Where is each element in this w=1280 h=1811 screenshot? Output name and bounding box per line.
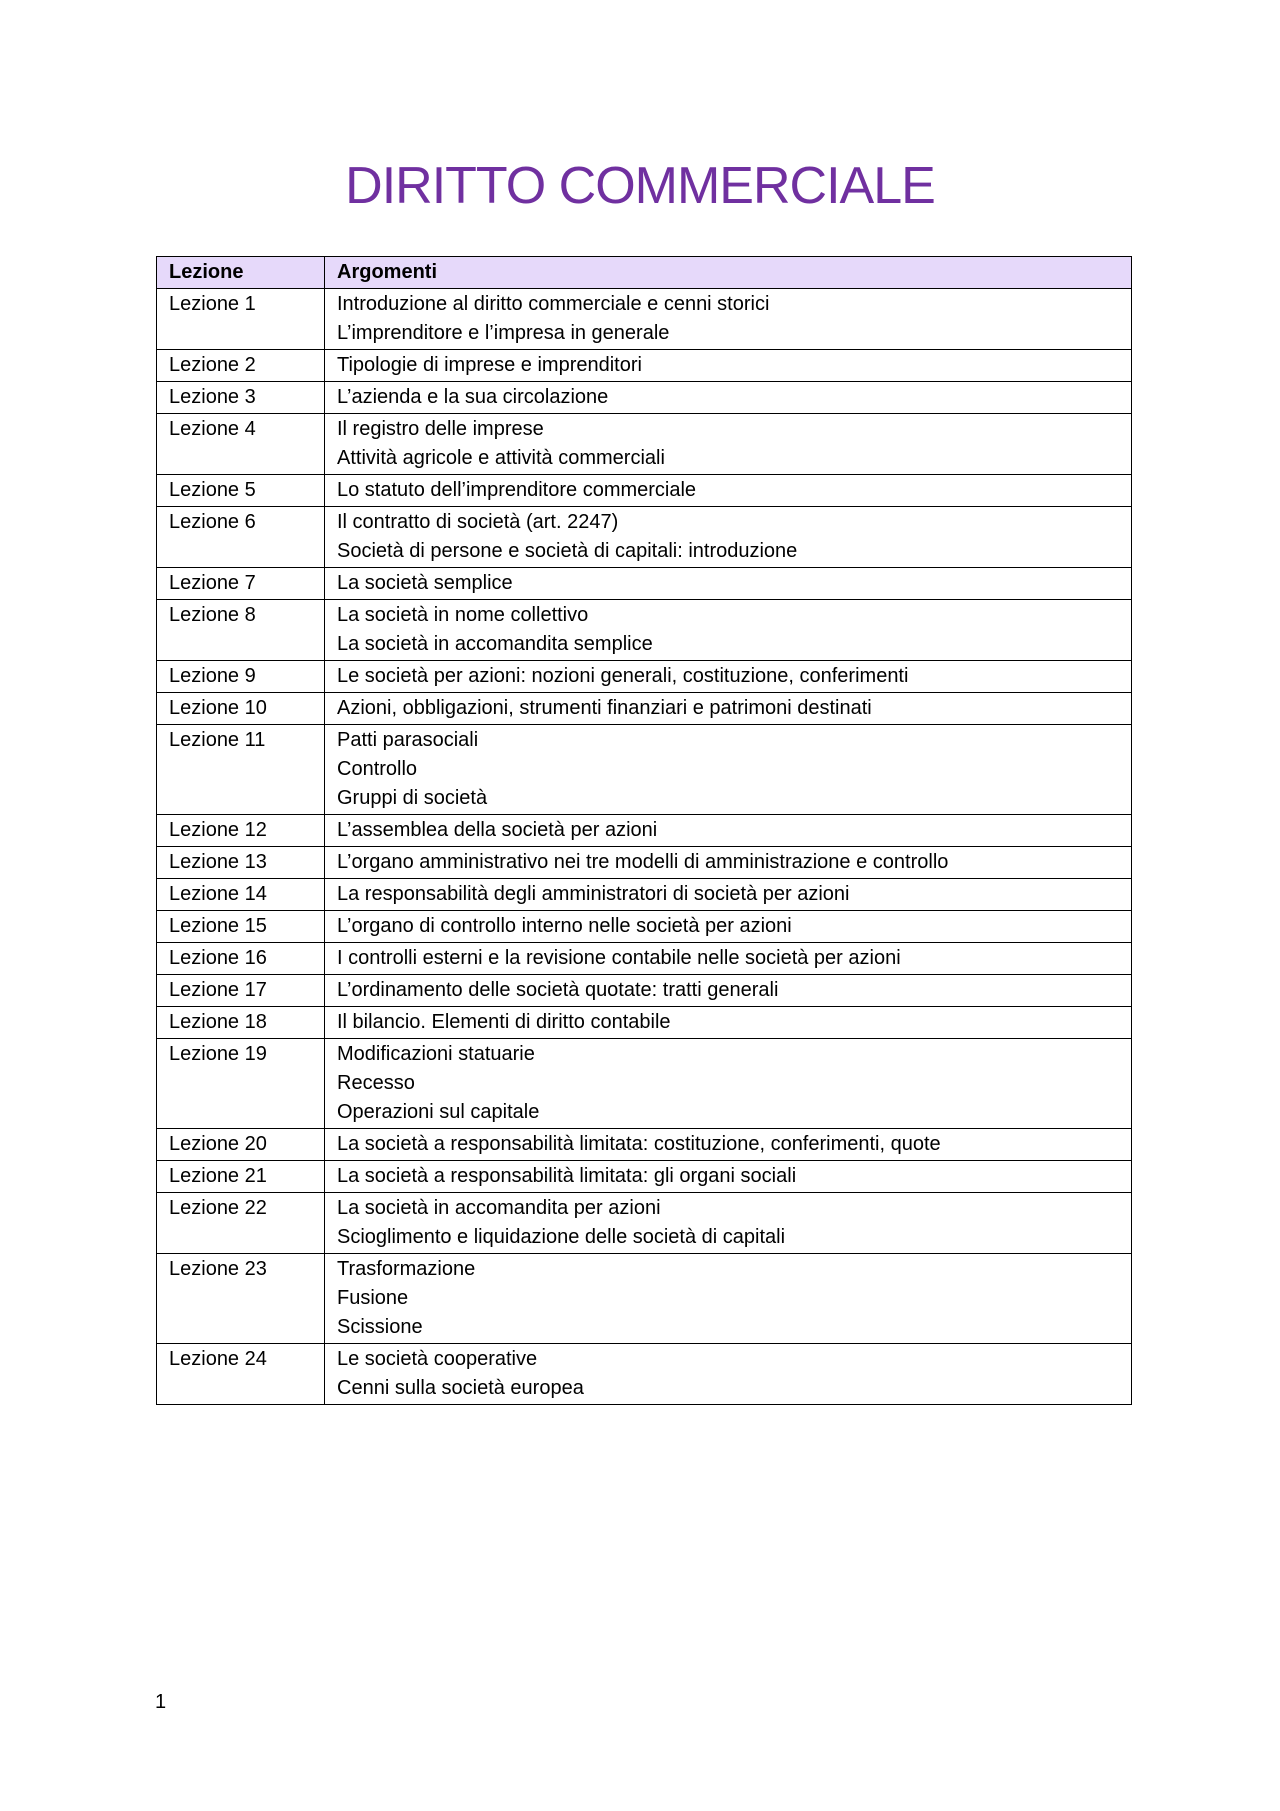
topic-line: L’organo di controllo interno nelle società per azioni xyxy=(337,915,792,937)
topic-line: Scioglimento e liquidazione delle società di capitali xyxy=(337,1226,786,1248)
topic-line: L’organo amministrativo nei tre modelli di amministrazione e controllo xyxy=(337,851,949,873)
topic-line: Patti parasociali xyxy=(337,729,479,751)
topics-cell xyxy=(325,414,1132,475)
topic-line: La società in accomandita semplice xyxy=(337,633,653,655)
topics-cell xyxy=(325,1193,1132,1254)
page-number: 1 xyxy=(155,1691,167,1713)
topic-line: Gruppi di società xyxy=(337,787,488,809)
topic-line: L’imprenditore e l’impresa in generale xyxy=(337,322,670,344)
table-row xyxy=(157,725,1132,815)
lesson-cell: Lezione 12 xyxy=(157,815,325,847)
lesson-cell: Lezione 23 xyxy=(157,1254,325,1344)
topic-line: Lo statuto dell’imprenditore commerciale xyxy=(337,479,697,501)
topics-cell xyxy=(325,1007,1132,1039)
topic-line: La società a responsabilità limitata: costituzione, conferimenti, quote xyxy=(337,1133,941,1155)
table-row xyxy=(157,507,1132,568)
table-row xyxy=(157,693,1132,725)
table-row xyxy=(157,600,1132,661)
table-row xyxy=(157,475,1132,507)
topic-line: Le società per azioni: nozioni generali, costituzione, conferimenti xyxy=(337,665,909,687)
topic-line: Recesso xyxy=(337,1072,415,1094)
topics-cell xyxy=(325,1039,1132,1129)
topics-cell xyxy=(325,943,1132,975)
table-row xyxy=(157,661,1132,693)
lesson-cell: Lezione 7 xyxy=(157,568,325,600)
topics-cell xyxy=(325,475,1132,507)
topics-cell xyxy=(325,507,1132,568)
lesson-cell: Lezione 16 xyxy=(157,943,325,975)
lesson-cell: Lezione 10 xyxy=(157,693,325,725)
table-row xyxy=(157,289,1132,350)
table-row xyxy=(157,382,1132,414)
lesson-cell: Lezione 4 xyxy=(157,414,325,475)
lesson-cell: Lezione 6 xyxy=(157,507,325,568)
topic-line: L’ordinamento delle società quotate: tratti generali xyxy=(337,979,779,1001)
topics-cell xyxy=(325,725,1132,815)
topic-line: La società in accomandita per azioni xyxy=(337,1197,661,1219)
column-header-lezione: Lezione xyxy=(157,257,325,289)
topics-cell xyxy=(325,815,1132,847)
lessons-table xyxy=(156,256,1132,1405)
topics-cell xyxy=(325,289,1132,350)
topic-line: La società a responsabilità limitata: gli organi sociali xyxy=(337,1165,797,1187)
topics-cell xyxy=(325,568,1132,600)
topic-line: Cenni sulla società europea xyxy=(337,1377,584,1399)
table-row xyxy=(157,350,1132,382)
page-title: DIRITTO COMMERCIALE xyxy=(345,157,935,215)
table-row xyxy=(157,1129,1132,1161)
table-body xyxy=(157,289,1132,1405)
topic-line: Fusione xyxy=(337,1287,409,1309)
table-row xyxy=(157,975,1132,1007)
lesson-cell: Lezione 20 xyxy=(157,1129,325,1161)
topics-cell xyxy=(325,382,1132,414)
table-row xyxy=(157,1161,1132,1193)
table-row xyxy=(157,1344,1132,1405)
column-header-argomenti: Argomenti xyxy=(325,257,1132,289)
topic-line: I controlli esterni e la revisione contabile nelle società per azioni xyxy=(337,947,901,969)
lesson-cell: Lezione 13 xyxy=(157,847,325,879)
lesson-cell: Lezione 11 xyxy=(157,725,325,815)
lesson-cell: Lezione 3 xyxy=(157,382,325,414)
topics-cell xyxy=(325,911,1132,943)
topic-line: La società semplice xyxy=(337,572,513,594)
table-row xyxy=(157,847,1132,879)
table-row xyxy=(157,1007,1132,1039)
lesson-cell: Lezione 9 xyxy=(157,661,325,693)
table-row xyxy=(157,815,1132,847)
topic-line: La società in nome collettivo xyxy=(337,604,589,626)
topics-cell xyxy=(325,1129,1132,1161)
topics-cell xyxy=(325,879,1132,911)
topic-line: Attività agricole e attività commerciali xyxy=(337,447,665,469)
topic-line: L’azienda e la sua circolazione xyxy=(337,386,609,408)
topics-cell xyxy=(325,350,1132,382)
table-row xyxy=(157,414,1132,475)
topic-line: Azioni, obbligazioni, strumenti finanziari e patrimoni destinati xyxy=(337,697,872,719)
lesson-cell: Lezione 19 xyxy=(157,1039,325,1129)
topic-line: Il registro delle imprese xyxy=(337,418,544,440)
topic-line: Il contratto di società (art. 2247) xyxy=(337,511,619,533)
topic-line: Modificazioni statuarie xyxy=(337,1043,535,1065)
lesson-cell: Lezione 15 xyxy=(157,911,325,943)
topics-cell xyxy=(325,975,1132,1007)
table-row xyxy=(157,1254,1132,1344)
lesson-cell: Lezione 21 xyxy=(157,1161,325,1193)
table-row xyxy=(157,943,1132,975)
table-row xyxy=(157,1193,1132,1254)
topic-line: Trasformazione xyxy=(337,1258,476,1280)
lesson-cell: Lezione 8 xyxy=(157,600,325,661)
topic-line: Società di persone e società di capitali: introduzione xyxy=(337,540,798,562)
lesson-cell: Lezione 22 xyxy=(157,1193,325,1254)
topic-line: Le società cooperative xyxy=(337,1348,538,1370)
topic-line: Operazioni sul capitale xyxy=(337,1101,540,1123)
topics-cell xyxy=(325,693,1132,725)
table-row xyxy=(157,911,1132,943)
lesson-cell: Lezione 14 xyxy=(157,879,325,911)
topic-line: La responsabilità degli amministratori di società per azioni xyxy=(337,883,850,905)
lesson-cell: Lezione 5 xyxy=(157,475,325,507)
table-header-row xyxy=(157,257,1132,289)
lesson-cell: Lezione 17 xyxy=(157,975,325,1007)
table-row xyxy=(157,568,1132,600)
topic-line: Controllo xyxy=(337,758,418,780)
lesson-cell: Lezione 24 xyxy=(157,1344,325,1405)
topics-cell xyxy=(325,661,1132,693)
topic-line: L’assemblea della società per azioni xyxy=(337,819,658,841)
topic-line: Scissione xyxy=(337,1316,423,1338)
table-row xyxy=(157,879,1132,911)
lesson-cell: Lezione 1 xyxy=(157,289,325,350)
topic-line: Tipologie di imprese e imprenditori xyxy=(337,354,642,376)
topics-cell xyxy=(325,1344,1132,1405)
topic-line: Il bilancio. Elementi di diritto contabile xyxy=(337,1011,671,1033)
topics-cell xyxy=(325,847,1132,879)
topics-cell xyxy=(325,1161,1132,1193)
lesson-cell: Lezione 2 xyxy=(157,350,325,382)
lesson-cell: Lezione 18 xyxy=(157,1007,325,1039)
topics-cell xyxy=(325,600,1132,661)
table-row xyxy=(157,1039,1132,1129)
topic-line: Introduzione al diritto commerciale e cenni storici xyxy=(337,293,770,315)
topics-cell xyxy=(325,1254,1132,1344)
